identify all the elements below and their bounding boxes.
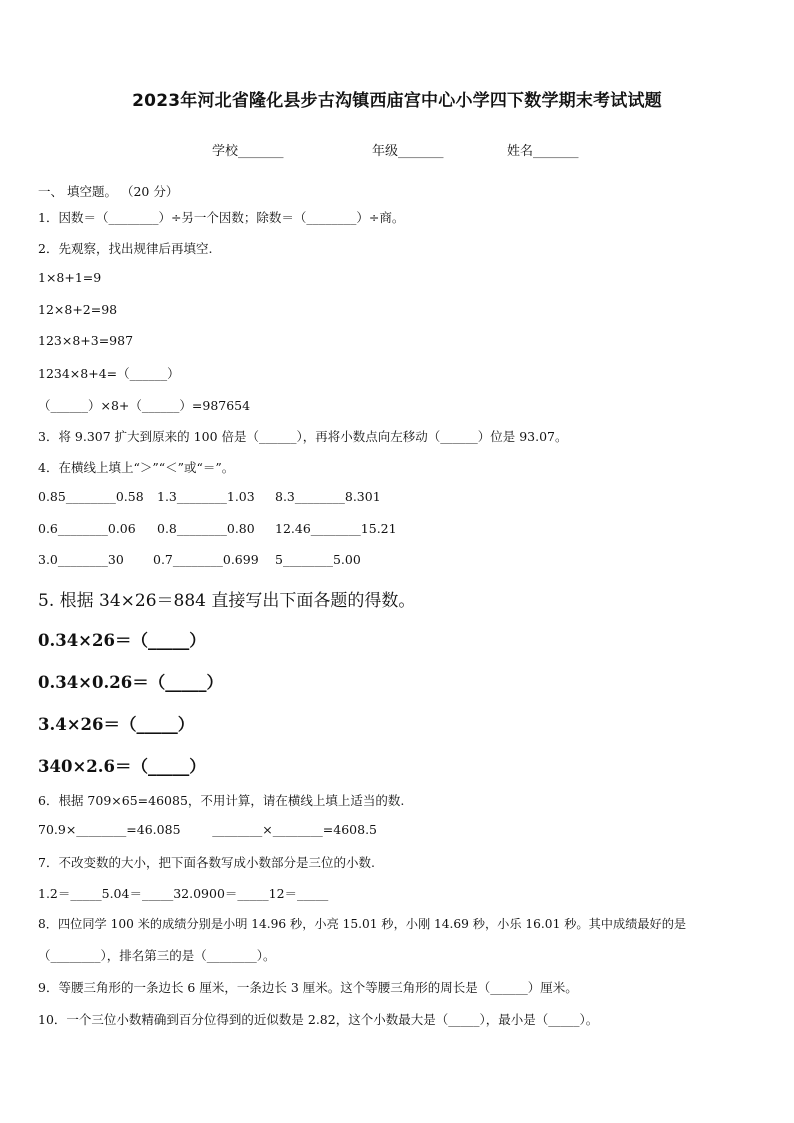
- q7-line: 1.2＝_____5.04＝_____32.0900＝_____12＝_____: [38, 886, 329, 901]
- q5-line: 3.4×26＝（_____）: [38, 715, 195, 734]
- question-10: 10．一个三位小数精确到百分位得到的近似数是 2.82，这个小数最大是（_____），最小是（_____）。: [38, 1012, 599, 1027]
- question-2: 2．先观察，找出规律后再填空.: [38, 241, 213, 256]
- compare-item: 0.6________0.06: [38, 521, 136, 536]
- q2-line: 1234×8+4=（______）: [38, 366, 180, 381]
- question-8: 8．四位同学 100 米的成绩分别是小明 14.96 秒，小亮 15.01 秒，小刚 14.69 秒，小乐 16.01 秒。其中成绩最好的是: [38, 917, 687, 931]
- compare-item: 0.7________0.699: [153, 552, 259, 567]
- question-6: 6．根据 709×65=46085，不用计算，请在横线上填上适当的数.: [38, 793, 405, 808]
- q2-line: 1×8+1=9: [38, 270, 102, 285]
- question-4: 4．在横线上填上“＞”“＜”或“＝”。: [38, 460, 235, 475]
- question-5: 5. 根据 34×26＝884 直接写出下面各题的得数。: [38, 591, 416, 611]
- question-3: 3．将 9.307 扩大到原来的 100 倍是（______），再将小数点向左移动（______）位是 93.07。: [38, 429, 568, 444]
- q2-line: （______）×8+（______）=987654: [38, 398, 251, 413]
- compare-item: 0.8________0.80: [157, 521, 255, 536]
- compare-item: 3.0________30: [38, 552, 124, 567]
- q5-line: 0.34×0.26＝（_____）: [38, 673, 223, 692]
- section-heading: 一、 填空题。 （20 分）: [38, 184, 179, 199]
- compare-item: 5________5.00: [275, 552, 361, 567]
- question-8-cont: （________），排名第三的是（________）。: [38, 948, 276, 963]
- compare-item: 0.85________0.58: [38, 489, 144, 504]
- q2-line: 123×8+3=987: [38, 333, 134, 348]
- compare-item: 12.46________15.21: [275, 521, 397, 536]
- student-info-row: [0, 140, 794, 160]
- compare-item: 1.3________1.03: [157, 489, 255, 504]
- question-7: 7．不改变数的大小，把下面各数写成小数部分是三位的小数.: [38, 855, 375, 870]
- q5-line: 0.34×26＝（_____）: [38, 631, 206, 650]
- q2-line: 12×8+2=98: [38, 302, 118, 317]
- name-field: 姓名_______: [507, 144, 579, 159]
- school-field: 学校_______: [212, 144, 284, 159]
- compare-item: 8.3________8.301: [275, 489, 381, 504]
- q6-line: 70.9×________=46.085 ________×________=4608.5: [38, 822, 377, 837]
- grade-field: 年级_______: [372, 144, 444, 159]
- q5-line: 340×2.6＝（_____）: [38, 757, 206, 776]
- question-9: 9．等腰三角形的一条边长 6 厘米，一条边长 3 厘米。这个等腰三角形的周长是（______）厘米。: [38, 980, 578, 995]
- question-1: 1．因数＝（________）÷另一个因数；除数＝（________）÷商。: [38, 210, 405, 225]
- page-title: 2023年河北省隆化县步古沟镇西庙宫中心小学四下数学期末考试试题: [132, 91, 662, 111]
